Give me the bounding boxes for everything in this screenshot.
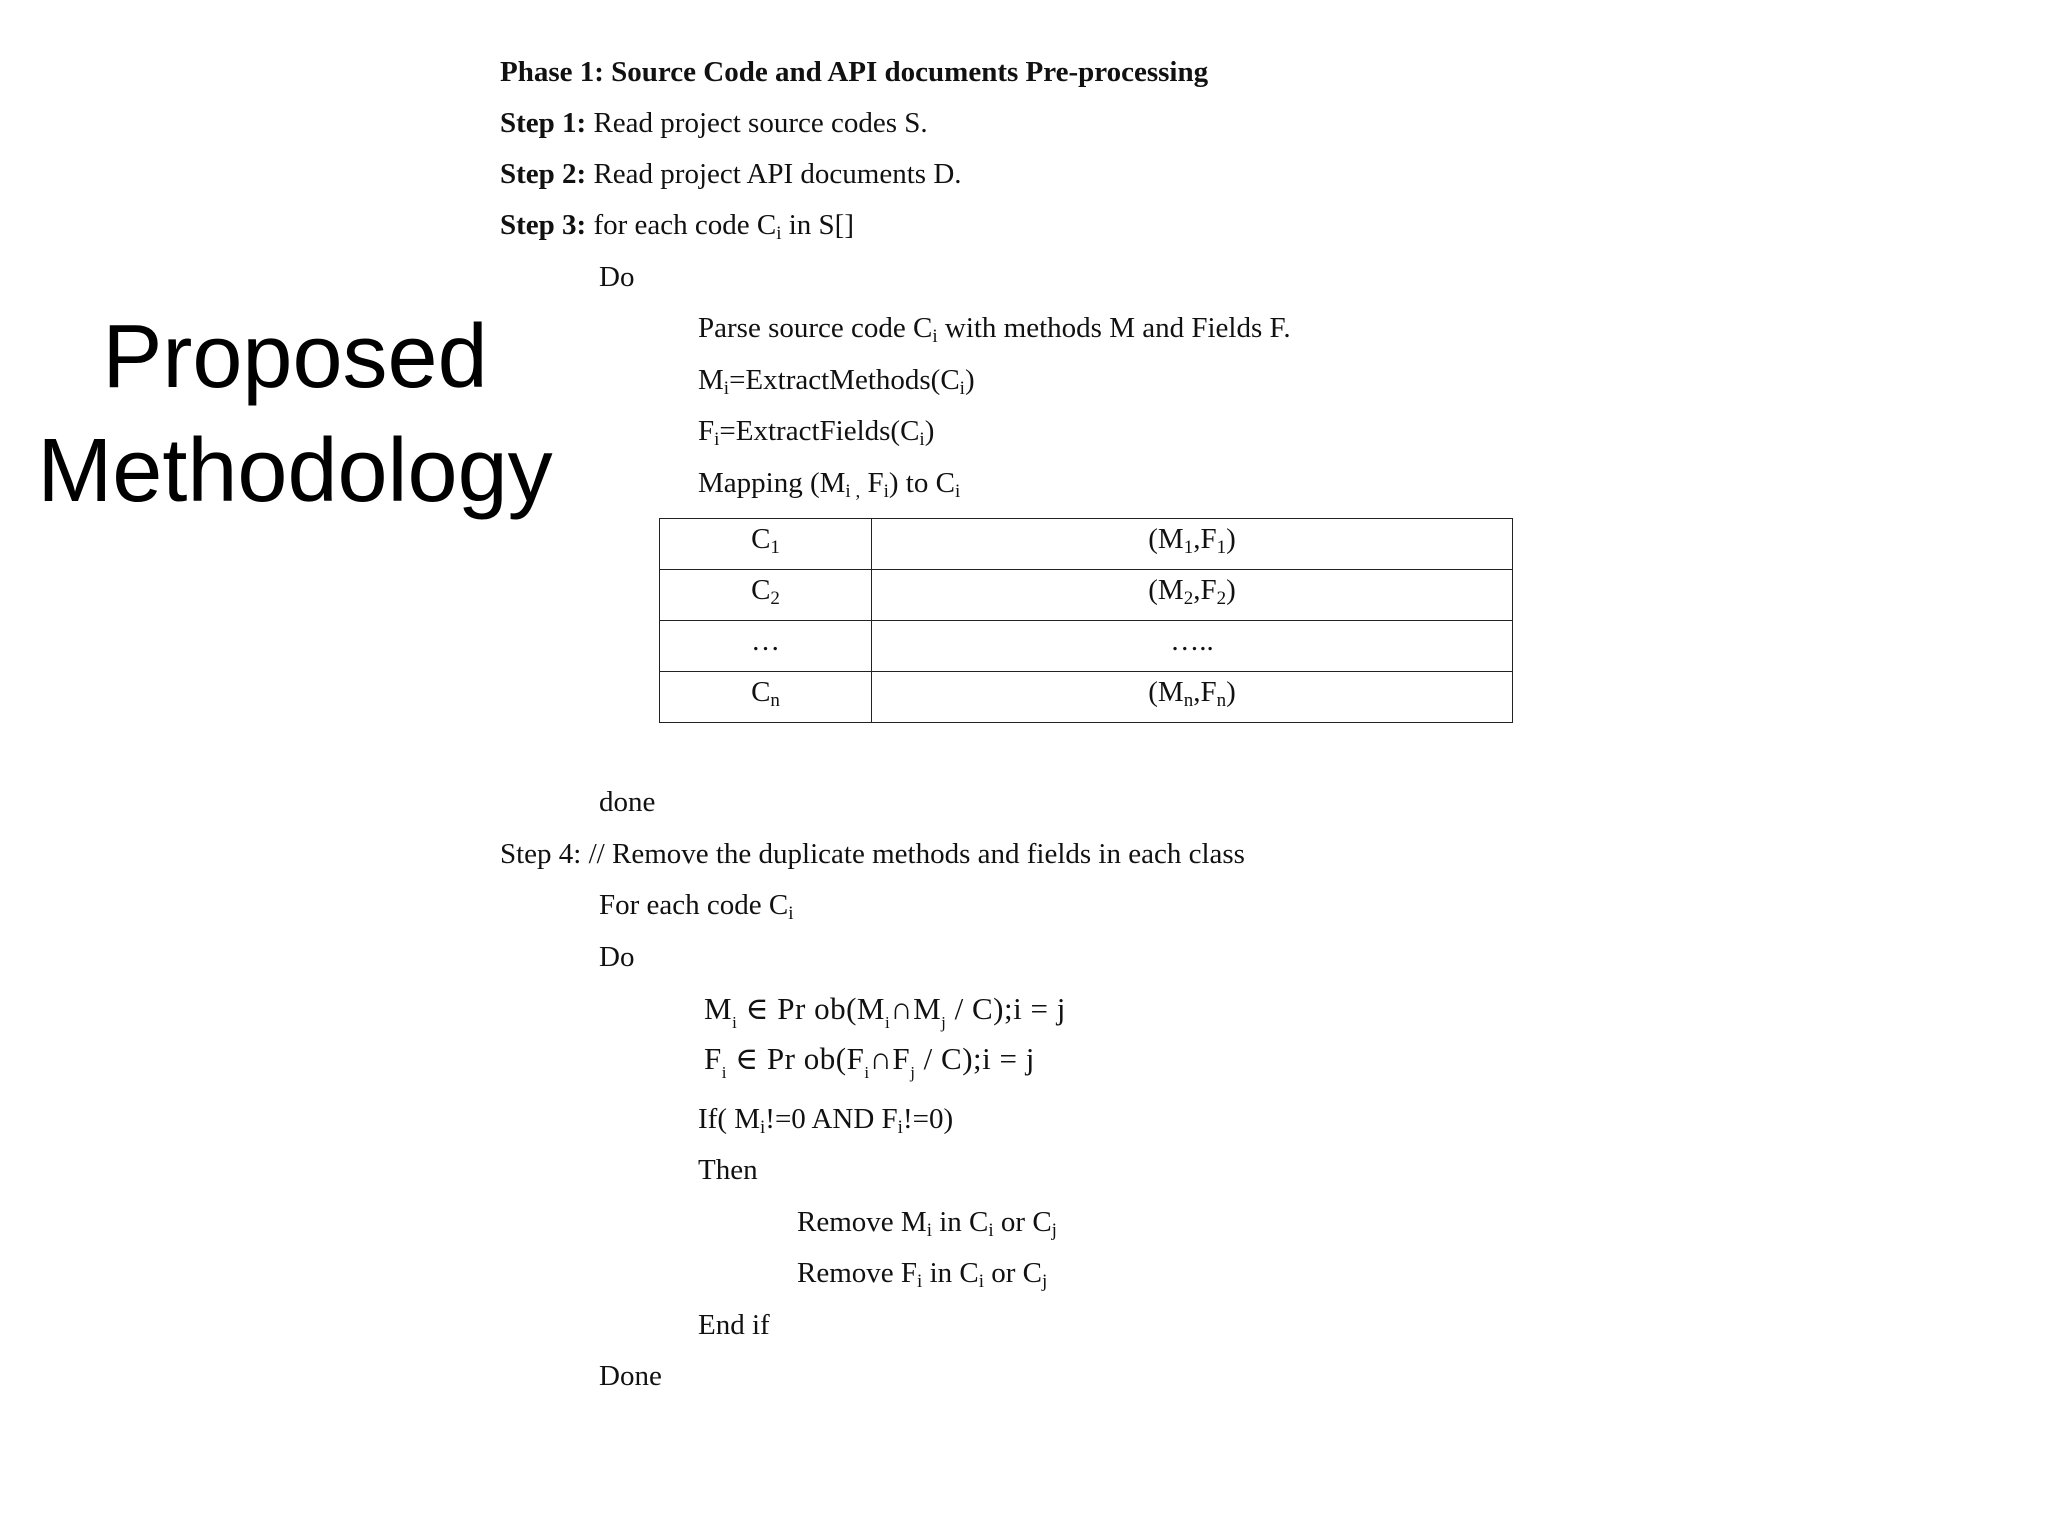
step-4: Step 4: // Remove the duplicate methods and fields in each class	[500, 838, 1245, 870]
step-1-text: Read project source codes S.	[586, 107, 928, 139]
phase-heading: Phase 1: Source Code and API documents Pre-processing	[500, 56, 1209, 88]
extract-methods-line: $M_i=ExtractMethods(C_i)$	[698, 364, 975, 399]
table-row	[660, 672, 1513, 723]
parse-source-line: Parse source code $C_i$ with methods M and Fields F.	[698, 312, 1291, 347]
equation-methods: $M_i$ ∈ Pr $ob(M_i\cap M_j$ / C);i = j	[704, 991, 1066, 1032]
mapping-line: Mapping ($M_i$ $_,$ $F_i$) to $C_i$	[698, 467, 961, 502]
step-2	[500, 157, 962, 191]
class-cell: $C_n$	[660, 672, 872, 723]
step-1-label: Step 1:	[500, 107, 587, 139]
remove-fields-line: Remove $F_i$ in $C_i$ or $C_j$	[797, 1257, 1048, 1292]
done-keyword-1: done	[599, 786, 656, 818]
table-row	[660, 570, 1513, 621]
pair-cell: …..	[872, 621, 1513, 672]
do-keyword-1: Do	[599, 261, 635, 293]
extract-fields-line: $F_i=ExtractFields(C_i)$	[698, 415, 935, 450]
slide-title-line2: Methodology	[37, 421, 553, 521]
table-row	[660, 621, 1513, 672]
step-1	[500, 106, 928, 140]
for-each-line: For each code $C_i$	[599, 889, 794, 924]
slide-title	[10, 300, 580, 528]
class-cell: $C_1$	[660, 519, 872, 570]
table-row	[660, 519, 1513, 570]
step-2-label: Step 2:	[500, 158, 587, 190]
slide-title-line1: Proposed	[102, 307, 488, 407]
class-cell: …	[660, 621, 872, 672]
pair-cell: $(M_n,F_n)$	[872, 672, 1513, 723]
step-3-label: Step 3:	[500, 209, 587, 241]
do-keyword-2: Do	[599, 941, 635, 973]
remove-methods-line: Remove $M_i$ in $C_i$ or $C_j$	[797, 1206, 1057, 1241]
if-condition-line: If( $M_i!=0$ AND $F_i!=0$)	[698, 1103, 954, 1138]
pair-cell: $(M_2,F_2)$	[872, 570, 1513, 621]
class-cell: $C_2$	[660, 570, 872, 621]
equation-fields: $F_i$ ∈ Pr $ob(F_i\cap F_j$ / C);i = j	[704, 1041, 1035, 1082]
then-keyword: Then	[698, 1154, 758, 1186]
mapping-table	[659, 518, 1513, 723]
done-keyword-2: Done	[599, 1360, 662, 1392]
pair-cell: $(M_1,F_1)$	[872, 519, 1513, 570]
end-if-keyword: End if	[698, 1309, 770, 1341]
step-2-text: Read project API documents D.	[586, 158, 962, 190]
step-3: Step 3: for each code $C_i$ in S[]	[500, 209, 854, 244]
